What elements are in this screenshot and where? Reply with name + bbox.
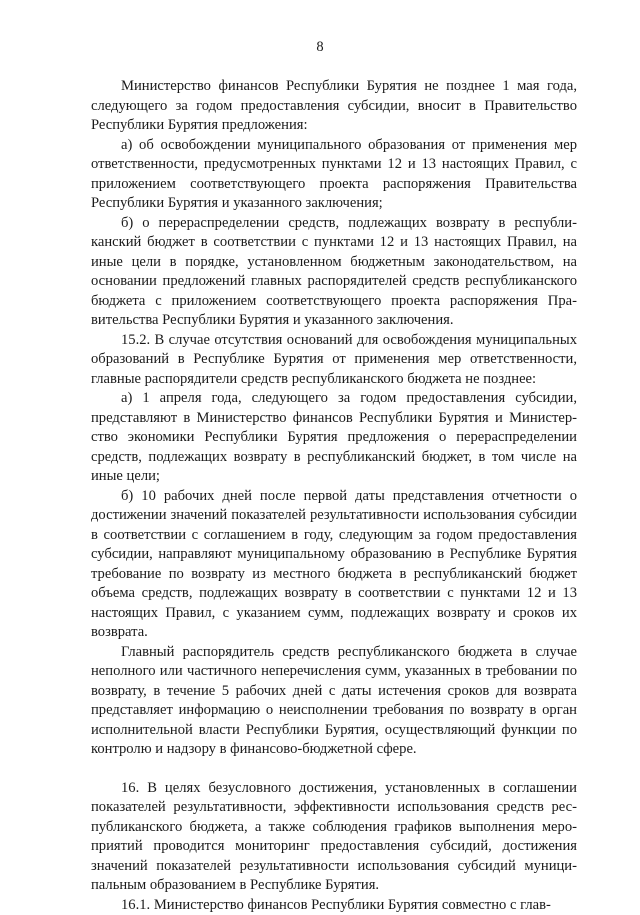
paragraph-15-2-item-b: б) 10 рабочих дней после первой даты представления отчетности о достижении значений показателей результативности использования субсидии в соответствии с соглашением в году, следующим за годом предоставления субсидии, направляют муниципальному образованию в Республике Бурятия требование по возврату из местного бюджета в республиканский бюджет объема средств, подлежащих возврату в соответствии с пунктами 12 и 13 настоящих Правил, с указанием сумм, подлежащих возврату и сроков их возврата. (91, 487, 577, 643)
paragraph-item-a-exemption: а) об освобождении муниципального образования от применения мер ответственности, предусмотренных пунктами 12 и 13 настоящих Правил, с приложением соответствующего проекта распоряжения Правительства Республики Бурятия и указанного заключения; (91, 136, 577, 214)
paragraph-chief-administrator: Главный распорядитель средств республиканского бюджета в случае неполного или частичного неперечисления сумм, указанных в требовании по возврату, в течение 5 рабочих дней с даты истечения сроков для возврата представляет информацию о неисполнении требования по возврату в орган исполнительной власти Республики Бурятия, осуществляющий функции по контролю и надзору в финансово-бюджетной сфере. (91, 643, 577, 760)
page-number: 8 (0, 38, 640, 56)
paragraph-15-2-item-a: а) 1 апреля года, следующего за годом предоставления субсидии, представляют в Министерство финансов Республики Бурятия и Министерство экономики Республики Бурятия предложения о перераспределении средств, подлежащих возврату в республиканский бюджет, в том числе на иные цели; (91, 389, 577, 487)
document-body (91, 77, 577, 915)
paragraph-16: 16. В целях безусловного достижения, установленных в соглашении показателей результативности, эффективности использования средств республиканского бюджета, а также соблюдения графиков выполнения мероприятий проводится мониторинг предоставления субсидий, достижения значений показателей результативности использования субсидий муниципальным образованием в Республике Бурятия. (91, 779, 577, 896)
paragraph-16-1: 16.1. Министерство финансов Республики Бурятия совместно с глав- (91, 896, 577, 915)
paragraph-ministry-proposals: Министерство финансов Республики Бурятия не позднее 1 мая года, следующего за годом предоставления субсидии, вносит в Правительство Республики Бурятия предложения: (91, 77, 577, 136)
paragraph-15-2: 15.2. В случае отсутствия оснований для освобождения муниципальных образований в Республике Бурятия от применения мер ответственности, главные распорядители средств республиканского бюджета не позднее: (91, 331, 577, 390)
paragraph-item-b-redistribution: б) о перераспределении средств, подлежащих возврату в республиканский бюджет в соответствии с пунктами 12 и 13 настоящих Правил, на иные цели в порядке, установленном бюджетным законодательством, на основании предложений главных распорядителей средств республиканского бюджета с приложением соответствующего проекта распоряжения Правительства Республики Бурятия и указанного заключения. (91, 214, 577, 331)
